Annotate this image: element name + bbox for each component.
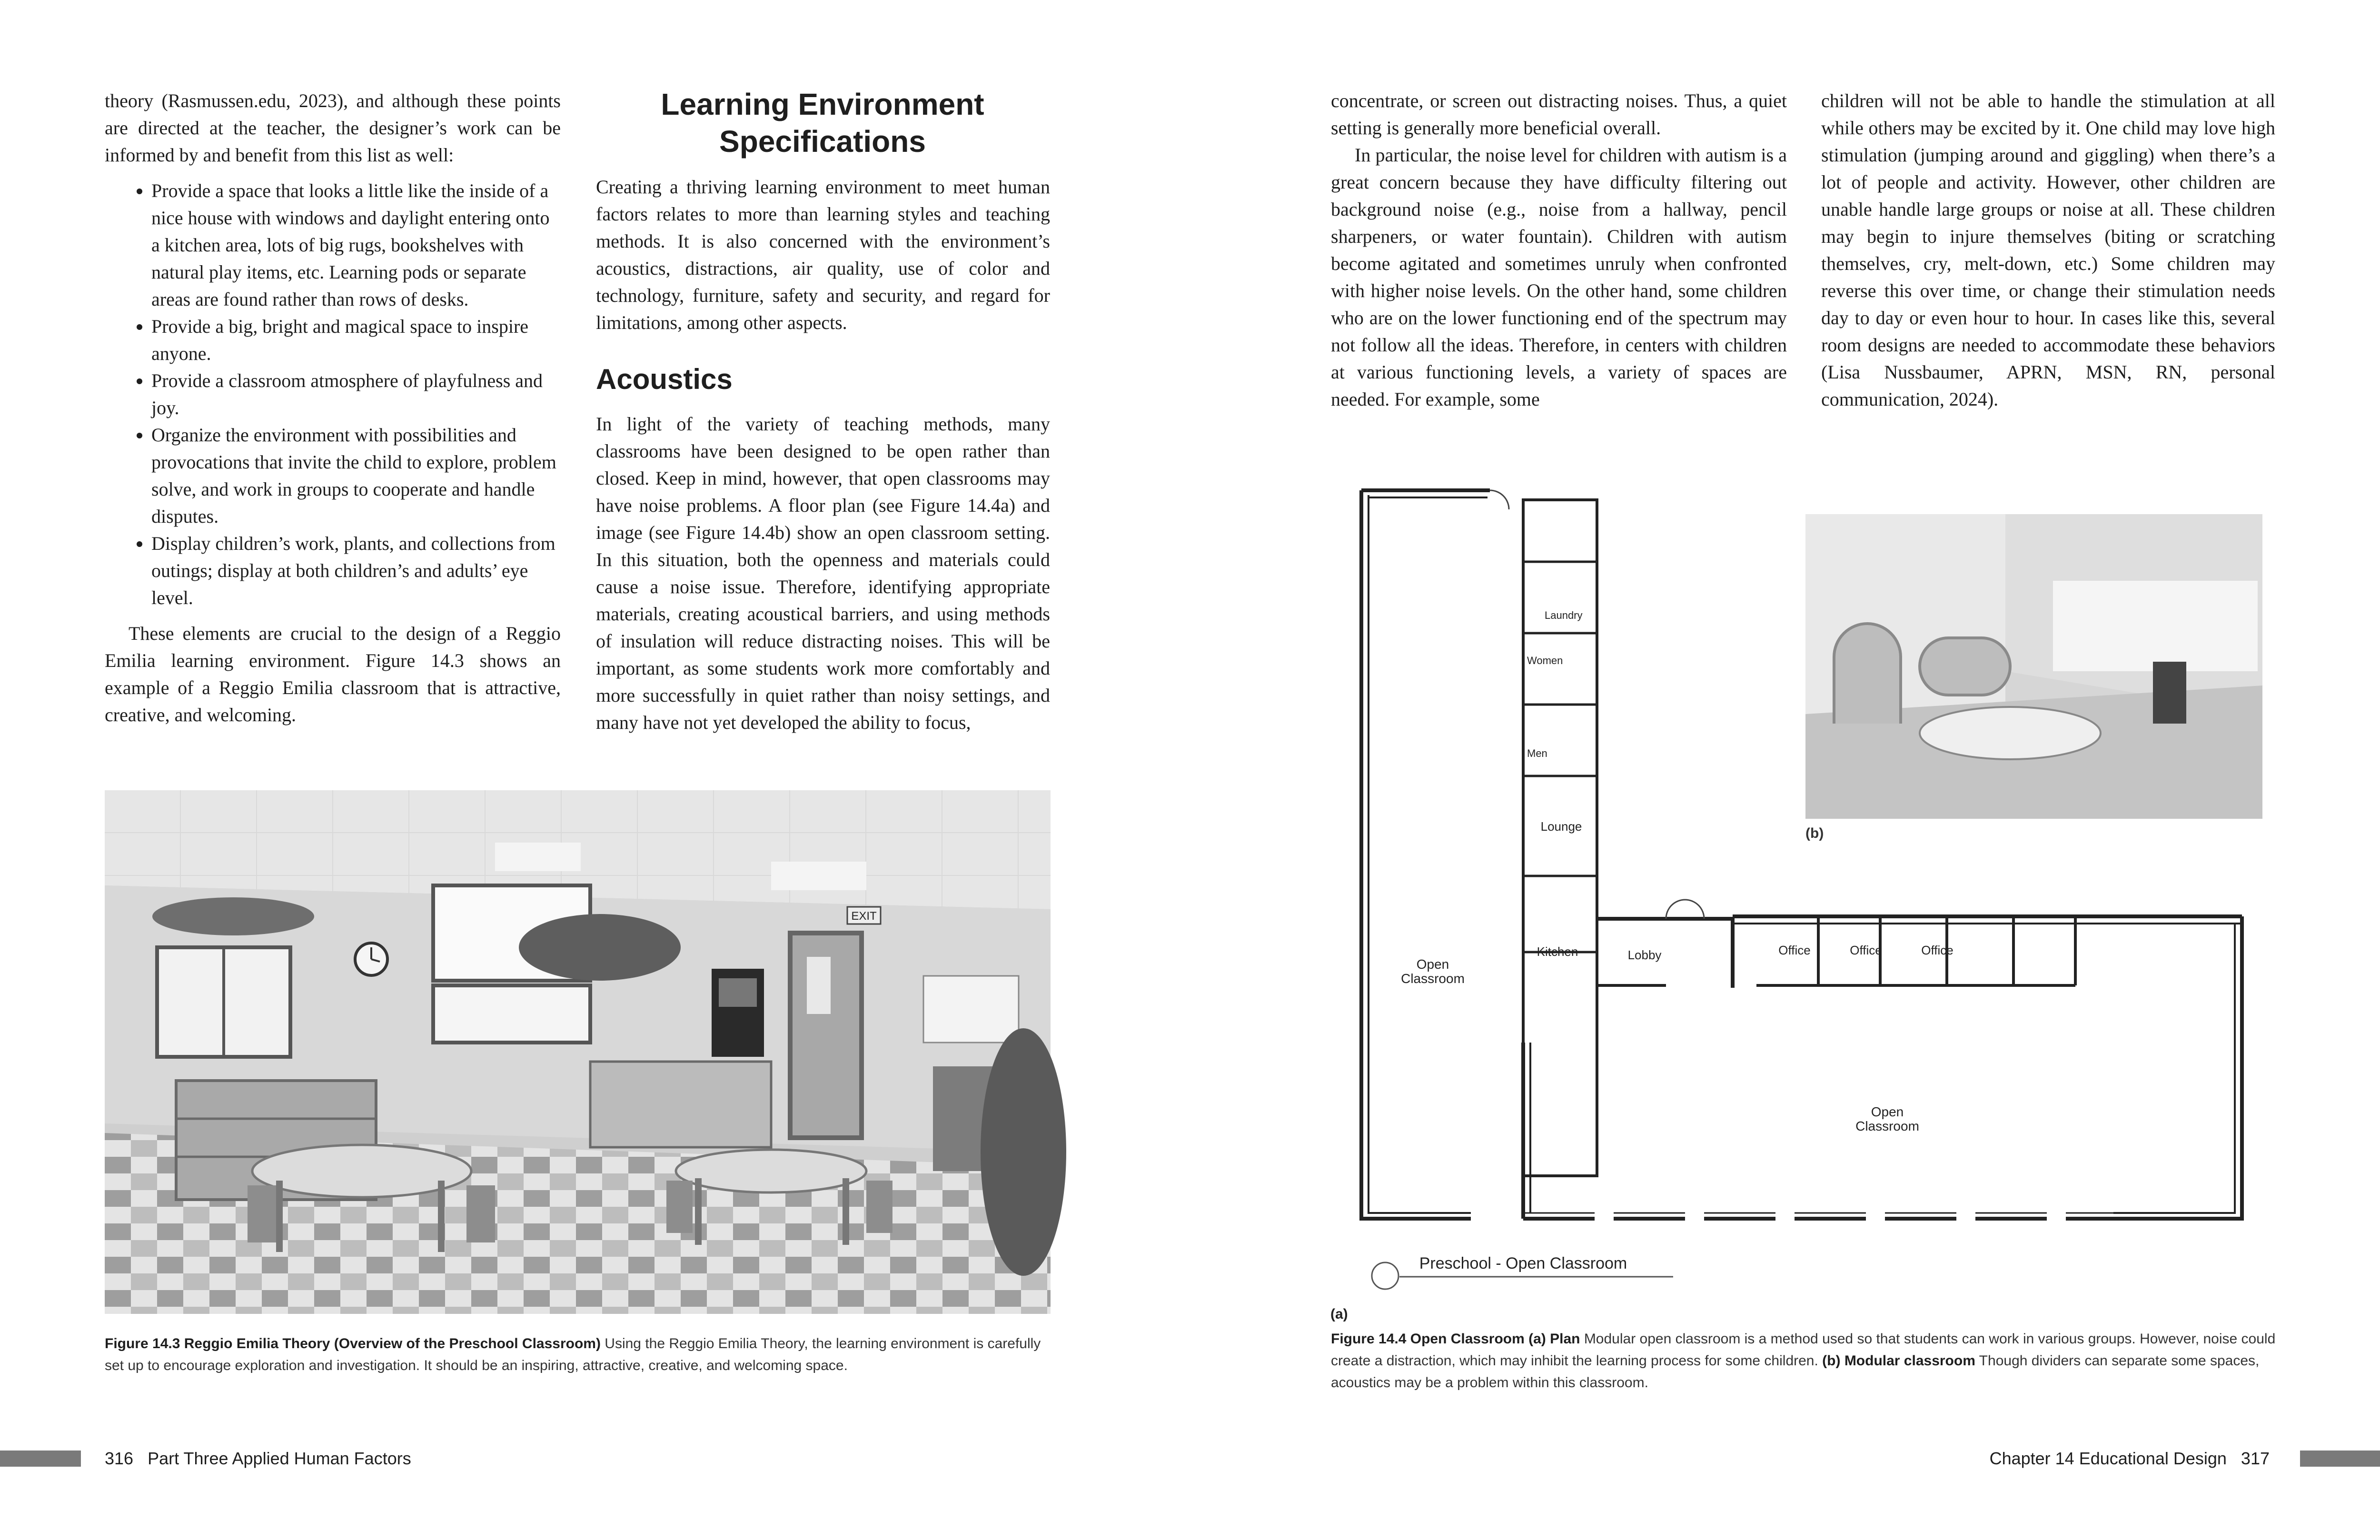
- exit-sign-text: EXIT: [851, 910, 877, 923]
- body-paragraph: children will not be able to handle the stimulation at all while others may be excited by it. One child may love high stimulation (jumping around and giggling) when there’s a lot of people and activity. However, other children are unable handle large groups or noise at all. These children may begin to injure themselves (biting or scratching themselves, cry, melt-down, etc.) Some children may reverse this over time, or change their stimulation needs day to day or even hour to hour. In cases like this, several room designs are needed to accommodate these behaviors (Lisa Nussbaumer, APRN, MSN, RN, personal communication, 2024).: [1821, 90, 2275, 410]
- room-label-office: Office: [1850, 943, 1882, 957]
- left-column-1: [105, 87, 561, 728]
- page-number: 316: [105, 1449, 134, 1468]
- subsection-heading: Acoustics: [596, 363, 733, 395]
- bullet-list: [105, 177, 561, 611]
- closing-paragraph: These elements are crucial to the design of a Reggio Emilia learning environment. Figure 14.3 shows an example of a Reggio Emilia classroom that is attractive, creative, and welcoming.: [105, 623, 561, 725]
- section-heading: Learning Environment Specifications: [661, 87, 984, 159]
- room-label-office: Office: [1921, 943, 1954, 957]
- classroom-photo-illustration: [105, 790, 1051, 1314]
- left-column-2-part-1: [596, 173, 1050, 336]
- figure-14-3-caption: [105, 1333, 1052, 1377]
- room-label-men: Men: [1527, 747, 1547, 759]
- room-label-lobby: Lobby: [1627, 948, 1662, 962]
- modular-classroom-illustration: [1805, 514, 2262, 819]
- caption-label: (b) Modular classroom: [1822, 1353, 1975, 1369]
- left-footer: [105, 1449, 411, 1468]
- caption-label: Figure 14.3 Reggio Emilia Theory (Overview of the Preschool Classroom): [105, 1336, 601, 1351]
- figure-14-4-caption: [1331, 1328, 2276, 1394]
- body-paragraph: concentrate, or screen out distracting noises. Thus, a quiet setting is generally more beneficial overall.: [1331, 90, 1787, 139]
- list-item: • Organize the environment with possibilities and provocations that invite the child to explore, problem solve, and work in groups to cooperate and handle disputes.: [151, 421, 561, 530]
- photo-label-b: (b): [1805, 825, 1824, 841]
- list-item: • Provide a big, bright and magical space to inspire anyone.: [151, 313, 561, 367]
- caption-text: Using the Reggio Emilia Theory, the learning environment is carefully set up to encourage exploration and investigation. It should be an inspiring, attractive, creative, and welcoming space.: [105, 1336, 1041, 1373]
- right-column-2: [1821, 87, 2275, 413]
- running-head: Part Three Applied Human Factors: [148, 1449, 411, 1468]
- right-footer-bar: [2300, 1451, 2380, 1467]
- body-paragraph: In light of the variety of teaching methods, many classrooms have been designed to be open rather than closed. Keep in mind, however, that open classrooms may have noise problems. A floor plan (see Figure 14.4a) and image (see Figure 14.4b) show an open classroom setting. In this situation, both the openness and materials could cause a noise issue. Therefore, identifying appropriate materials, creating acoustical barriers, and using methods of insulation will reduce distracting noises. This will be important, as some students work more comfortably and more successfully in quiet rather than noisy settings, and many have not yet developed the ability to focus,: [596, 413, 1050, 733]
- list-item: • Provide a space that looks a little like the inside of a nice house with windows and daylight entering onto a kitchen area, lots of big rugs, bookshelves with natural play items, etc. Learning pods or separate areas are found rather than rows of desks.: [151, 177, 561, 313]
- room-label-open-classroom-right: Classroom: [1855, 1119, 1919, 1133]
- body-paragraph: Creating a thriving learning environment to meet human factors relates to more than learning styles and teaching methods. It is also concerned with the environment’s acoustics, distractions, air quality, use of color and technology, furniture, safety and security, and regard for limitations, among other aspects.: [596, 176, 1050, 333]
- caption-label: Figure 14.4 Open Classroom (a) Plan: [1331, 1331, 1580, 1347]
- classroom-photo: [105, 790, 1051, 1314]
- plan-title: Preschool - Open Classroom: [1419, 1254, 1627, 1272]
- room-label-open-classroom-right: Open: [1871, 1104, 1904, 1119]
- caption-text: Modular open classroom is a method used so that students can work in various groups. However, noise could create a distraction, which may inhibit the learning process for some children.: [1331, 1331, 2276, 1369]
- room-label-lounge: Lounge: [1540, 819, 1582, 834]
- left-footer-bar: [0, 1451, 81, 1467]
- list-item: • Provide a classroom atmosphere of playfulness and joy.: [151, 367, 561, 421]
- right-column-1: [1331, 87, 1787, 413]
- room-label-women: Women: [1527, 655, 1563, 666]
- right-footer: [1990, 1449, 2270, 1468]
- room-label-open-classroom-left: Open: [1416, 957, 1449, 972]
- list-item: • Display children’s work, plants, and collections from outings; display at both children’s and adults’ eye level.: [151, 530, 561, 611]
- running-head: Chapter 14 Educational Design: [1989, 1449, 2227, 1468]
- room-label-laundry: Laundry: [1545, 609, 1583, 621]
- plan-label-a: (a): [1330, 1306, 1348, 1322]
- room-label-kitchen: Kitchen: [1537, 944, 1578, 959]
- intro-paragraph: theory (Rasmussen.edu, 2023), and although these points are directed at the teacher, the designer’s work can be informed by and benefit from this list as well:: [105, 90, 561, 166]
- room-label-open-classroom-left: Classroom: [1401, 971, 1465, 986]
- body-paragraph: In particular, the noise level for children with autism is a great concern because they have difficulty filtering out background noise (e.g., noise from a hallway, pencil sharpeners, or water fountain). Children with autism become agitated and sometimes unruly when confronted with higher noise levels. On the other hand, some children who are on the lower functioning end of the spectrum may not follow all the ideas. Therefore, in centers with children at various functioning levels, a variety of spaces are needed. For example, some: [1331, 144, 1787, 410]
- page-number: 317: [2241, 1449, 2270, 1468]
- left-column-2-part-2: [596, 410, 1050, 736]
- modular-classroom-photo: [1805, 514, 2262, 819]
- caption-text: Though dividers can separate some spaces, acoustics may be a problem within this classroom.: [1331, 1353, 2260, 1391]
- room-label-office: Office: [1778, 943, 1811, 957]
